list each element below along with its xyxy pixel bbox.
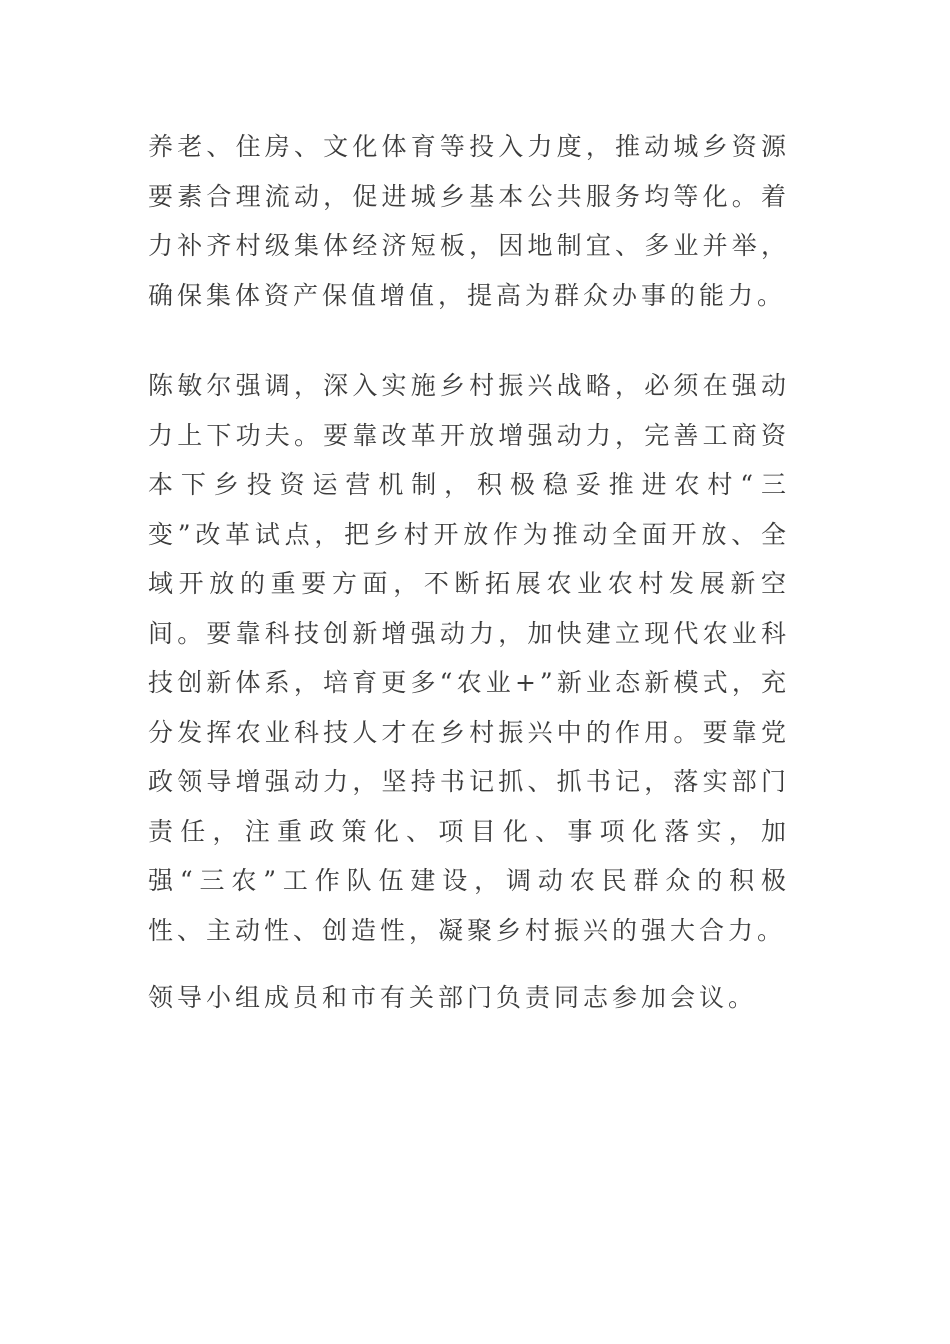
paragraph-continuation: 养老、住房、文化体育等投入力度，推动城乡资源要素合理流动，促进城乡基本公共服务均等化。着力补齐村级集体经济短板，因地制宜、多业并举，确保集体资产保值增值，提高为群众办事的能力。 (148, 132, 790, 310)
paragraph-attendees: 领导小组成员和市有关部门负责同志参加会议。 (148, 983, 758, 1012)
document-body (148, 122, 790, 1023)
paragraph-chen-miner-emphasis: 陈敏尔强调，深入实施乡村振兴战略，必须在强动力上下功夫。要靠改革开放增强动力，完善工商资本下乡投资运营机制，积极稳妥推进农村“三变”改革试点，把乡村开放作为推动全面开放、全域开放的重要方面，不断拓展农业农村发展新空间。要靠科技创新增强动力，加快建立现代农业科技创新体系，培育更多“农业+”新业态新模式，充分发挥农业科技人才在乡村振兴中的作用。要靠党政领导增强动力，坚持书记抓、抓书记，落实部门责任，注重政策化、项目化、事项化落实，加强“三农”工作队伍建设，调动农民群众的积极性、主动性、创造性，凝聚乡村振兴的强大合力。 (148, 371, 790, 945)
